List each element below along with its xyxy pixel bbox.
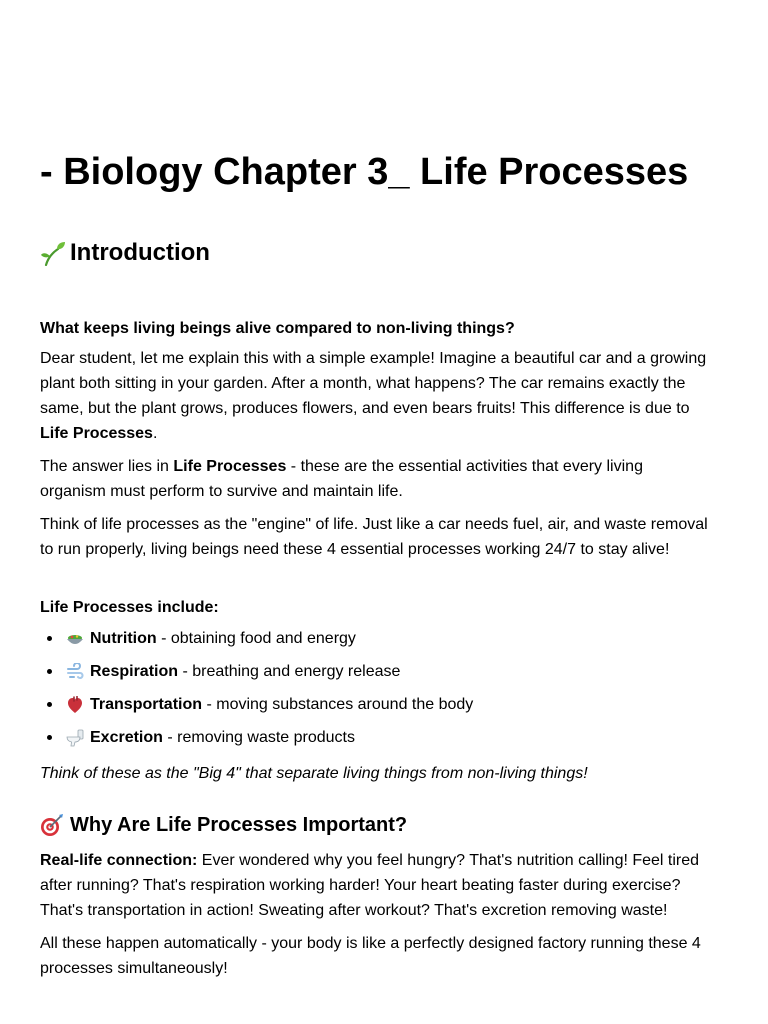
section-heading-why <box>40 811 407 839</box>
life-processes-list <box>40 626 473 758</box>
salad-bowl-icon <box>66 630 84 648</box>
intro-paragraph-3: Think of life processes as the "engine" of life. Just like a car needs fuel, air, and waste removal to run properly, living beings need these 4 essential processes working 24/7 to stay alive! <box>40 516 708 558</box>
section-heading-label: Why Are Life Processes Important? <box>70 814 408 836</box>
intro-paragraph-2: The answer lies in Life Processes - these are the essential activities that every living organism must perform to survive and maintain life. <box>40 458 643 500</box>
list-item-desc: - moving substances around the body <box>202 696 474 713</box>
list-heading: Life Processes include: <box>40 599 219 616</box>
wind-icon <box>66 663 84 681</box>
big-four-note: Think of these as the "Big 4" that separate living things from non-living things! <box>40 765 588 782</box>
list-item <box>40 725 473 758</box>
intro-paragraph-1: Dear student, let me explain this with a simple example! Imagine a beautiful car and a growing plant both sitting in your garden. After a month, what happens? The car remains exactly the same, but the plant grows, produces flowers, and even bears fruits! This difference is due to Life Processes. <box>40 350 707 442</box>
sprout-icon <box>40 240 66 266</box>
heart-icon <box>66 696 84 714</box>
why-paragraph-1: Real-life connection: Ever wondered why you feel hungry? That's nutrition calling! Feel tired after running? That's respiration working harder! Your heart beating faster during exercise? That's transportation in action! Sweating after workout? That's excretion removing waste! <box>40 852 700 919</box>
list-item-term: Transportation <box>90 696 203 713</box>
bold-term: Real-life connection: <box>40 852 198 869</box>
page-title: - Biology Chapter 3_ Life Processes <box>40 151 689 193</box>
intro-question: What keeps living beings alive compared to non-living things? <box>40 320 515 337</box>
bold-term: Life Processes <box>40 425 153 442</box>
list-item-desc: - removing waste products <box>162 729 355 746</box>
list-item-term: Excretion <box>90 729 163 746</box>
list-item-term: Nutrition <box>90 630 157 647</box>
list-item-term: Respiration <box>90 663 179 680</box>
section-heading-introduction <box>40 238 210 268</box>
list-item <box>40 692 473 725</box>
list-item-desc: - obtaining food and energy <box>156 630 356 647</box>
list-item-desc: - breathing and energy release <box>178 663 401 680</box>
list-item <box>40 626 473 659</box>
bold-term: Life Processes <box>173 458 287 475</box>
target-icon <box>40 813 64 837</box>
why-paragraph-2: All these happen automatically - your body is like a perfectly designed factory running these 4 processes simultaneously! <box>40 935 701 977</box>
section-heading-label: Introduction <box>70 239 210 266</box>
list-item <box>40 659 473 692</box>
toilet-icon <box>66 729 84 747</box>
